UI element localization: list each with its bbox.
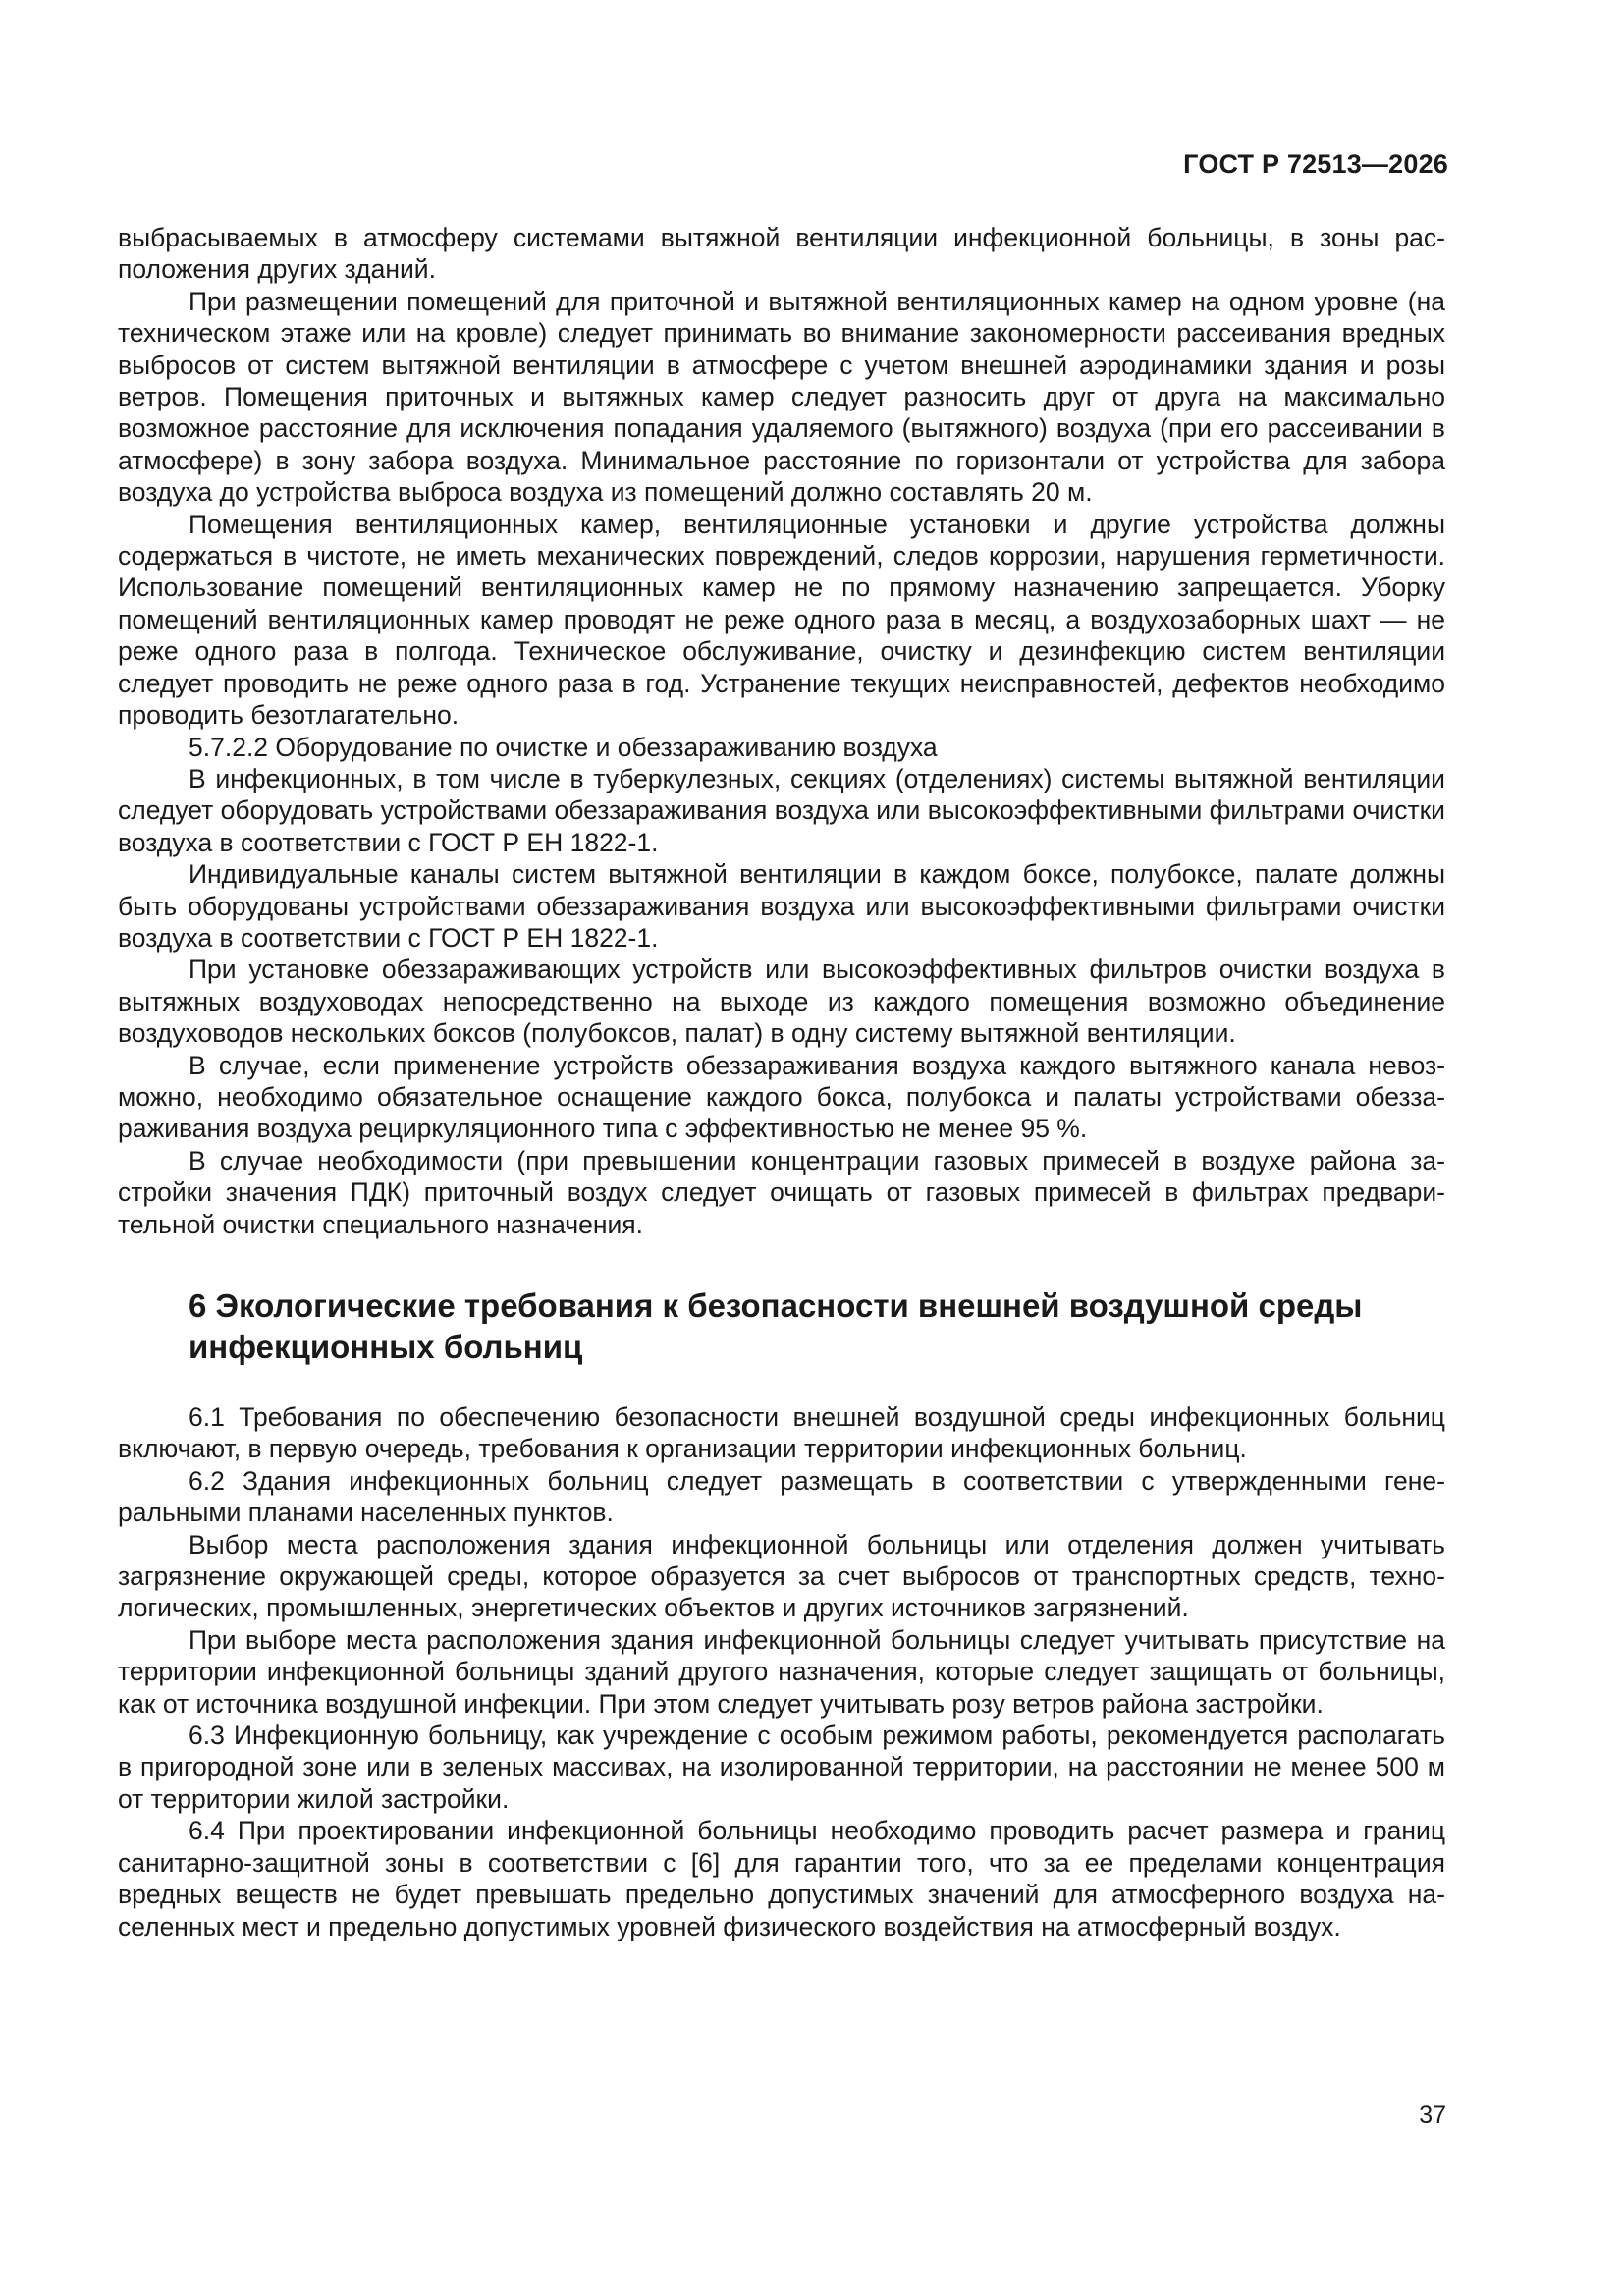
section-title: 6 Экологические требования к безопасности внешней воздушной среды инфекционных больниц <box>189 1287 1363 1365</box>
page-content <box>118 222 1445 1942</box>
paragraph: 6.4 При проектировании инфекционной больницы необходимо проводить расчет размера и границ санитарно-защитной зоны в соответствии с [6] для гарантии того, что за ее пределами концентрация вредных веществ не будет превышать предельно допустимых значений для атмосферного воздуха населенных мест и предельно допустимых уровней физического воздействия на атмосферный воздух. <box>118 1816 1445 1941</box>
page-number: 37 <box>1419 2102 1446 2129</box>
paragraph: 6.1 Требования по обеспечению безопасности внешней воздушной среды инфекционных больниц включают, в первую очередь, требования к организации территории инфекционных больниц. <box>118 1402 1445 1464</box>
paragraph: Помещения вентиляционных камер, вентиляционные установки и другие устройства должны содержаться в чистоте, не иметь механических повреждений, следов коррозии, нарушения герметичности. Использование помещений вентиляционных камер не по прямому назначению запрещается. Уборку помещений вентиляционных камер проводят не реже одного раза в месяц, а воздухозаборных шахт — не реже одного раза в полгода. Техническое обслуживание, очистку и дезинфекцию систем вентиляции следует проводить не реже одного раза в год. Устранение текущих неисправностей, дефектов необходимо проводить безотлагательно. <box>118 509 1445 731</box>
paragraph: 6.3 Инфекционную больницу, как учреждение с особым режимом работы, рекомендуется располагать в пригородной зоне или в зеленых массивах, на изолированной территории, на расстоянии не менее 500 м от территории жилой застройки. <box>118 1721 1445 1814</box>
paragraph: В случае, если применение устройств обеззараживания воздуха каждого вытяжного канала невозможно, необходимо обязательное оснащение каждого бокса, полубокса и палаты устройствами обеззараживания воздуха рециркуляционного типа с эффективностью не менее 95 %. <box>118 1050 1445 1144</box>
subsection-heading: 5.7.2.2 Оборудование по очистке и обеззараживанию воздуха <box>189 732 938 762</box>
paragraph: В случае необходимости (при превышении концентрации газовых примесей в воздухе района застройки значения ПДК) приточный воздух следует очищать от газовых примесей в фильтрах предварительной очистки специального назначения. <box>118 1145 1445 1239</box>
paragraph: 6.2 Здания инфекционных больниц следует размещать в соответствии с утвержденными генеральными планами населенных пунктов. <box>118 1465 1445 1528</box>
paragraph: При размещении помещений для приточной и вытяжной вентиляционных камер на одном уровне (на техническом этаже или на кровле) следует принимать во внимание закономерности рассеивания вредных выбросов от систем вытяжной вентиляции в атмосфере с учетом внешней аэродинамики здания и розы ветров. Помещения приточных и вытяжных камер следует разносить друг от друга на максимально возможное расстояние для исключения попадания удаляемого (вытяжного) воздуха (при его рассеивании в атмосфере) в зону забора воздуха. Минимальное расстояние по горизонтали от устройства для забора воздуха до устройства выброса воздуха из помещений должно составлять 20 м. <box>118 286 1445 508</box>
document-code-header: ГОСТ Р 72513—2026 <box>1183 149 1448 179</box>
paragraph: Индивидуальные каналы систем вытяжной вентиляции в каждом боксе, полубоксе, палате должны быть оборудованы устройствами обеззараживания воздуха или высокоэффективными фильтрами очистки воздуха в соответствии с ГОСТ Р ЕН 1822-1. <box>118 859 1445 953</box>
paragraph-continuation: выбрасываемых в атмосферу системами вытяжной вентиляции инфекционной больницы, в зоны расположения других зданий. <box>118 223 1445 285</box>
paragraph: При установке обеззараживающих устройств или высокоэффективных фильтров очистки воздуха в вытяжных воздуховодах непосредственно на выходе из каждого помещения возможно объединение воздуховодов нескольких боксов (полубоксов, палат) в одну систему вытяжной вентиляции. <box>118 955 1445 1049</box>
paragraph: При выборе места расположения здания инфекционной больницы следует учитывать присутствие на территории инфекционной больницы зданий другого назначения, которые следует защищать от больницы, как от источника воздушной инфекции. При этом следует учитывать розу ветров района застройки. <box>118 1624 1445 1719</box>
paragraph: Выбор места расположения здания инфекционной больницы или отделения должен учитывать загрязнение окружающей среды, которое образуется за счет выбросов от транспортных средств, технологических, промышленных, энергетических объектов и других источников загрязнений. <box>118 1529 1445 1623</box>
paragraph: В инфекционных, в том числе в туберкулезных, секциях (отделениях) системы вытяжной вентиляции следует оборудовать устройствами обеззараживания воздуха или высокоэффективными фильтрами очистки воздуха в соответствии с ГОСТ Р ЕН 1822-1. <box>118 763 1445 857</box>
